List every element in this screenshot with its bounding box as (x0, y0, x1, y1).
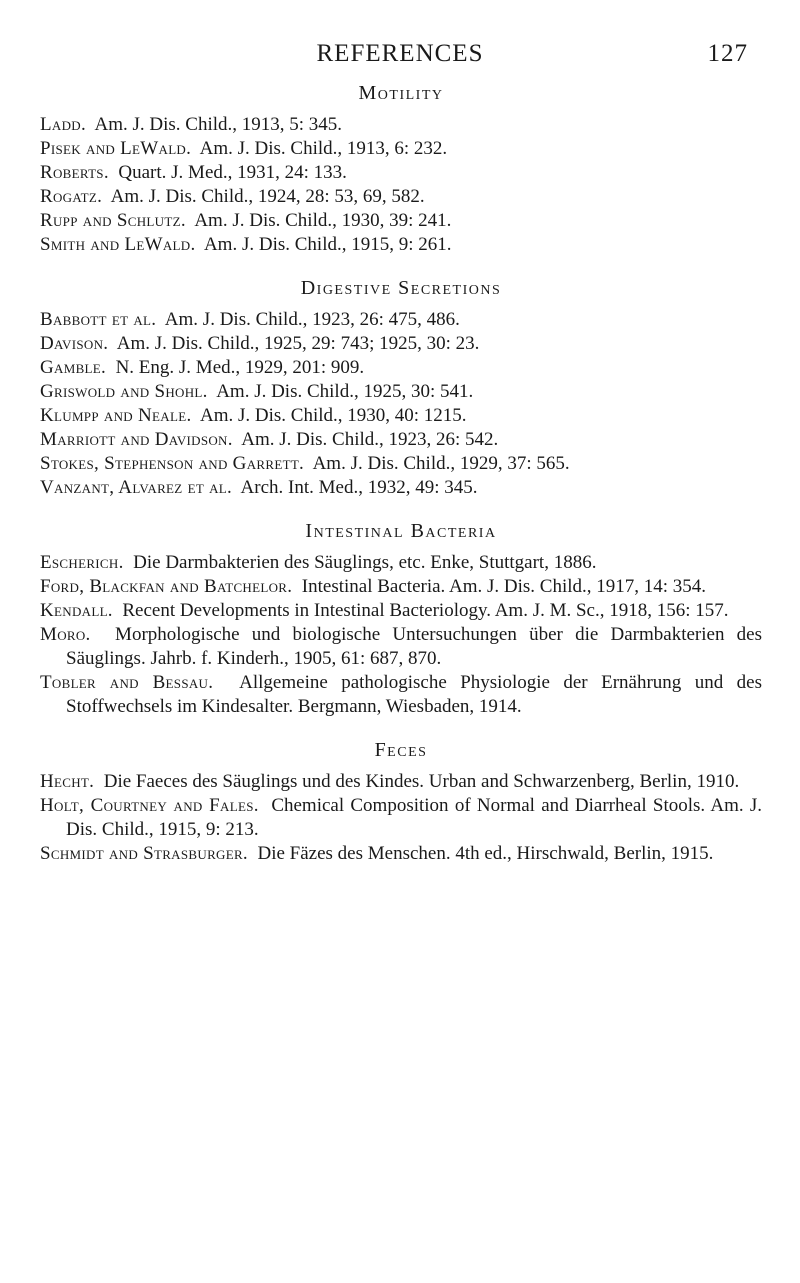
reference-authors: Davison. (40, 333, 109, 354)
reference-entry (40, 452, 762, 476)
reference-authors: Smith and LeWald. (40, 234, 196, 255)
reference-section (40, 737, 762, 866)
reference-citation: Am. J. Dis. Child., 1913, 6: 232. (199, 138, 448, 159)
section-title: Digestive Secretions (300, 277, 502, 299)
reference-authors: Ford, Blackfan and Batchelor. (40, 576, 293, 597)
reference-citation: Am. J. Dis. Child., 1913, 5: 345. (94, 114, 343, 135)
reference-section (40, 80, 762, 257)
reference-entry (40, 599, 762, 623)
reference-authors: Gamble. (40, 357, 107, 378)
reference-citation: Am. J. Dis. Child., 1930, 39: 241. (194, 210, 452, 231)
reference-entry (40, 623, 762, 671)
reference-entry (40, 161, 762, 185)
reference-citation: Am. J. Dis. Child., 1929, 37: 565. (312, 453, 570, 474)
reference-citation: Chemical Composition of Normal and Diarrheal Stools. Am. J. Dis. Child., 1915, 9: 213. (66, 795, 762, 840)
reference-authors: Hecht. (40, 771, 95, 792)
reference-citation: Am. J. Dis. Child., 1923, 26: 542. (241, 429, 499, 450)
reference-entry (40, 380, 762, 404)
reference-entry (40, 233, 762, 257)
reference-entry (40, 356, 762, 380)
reference-entry (40, 308, 762, 332)
running-title: REFERENCES (316, 40, 484, 67)
reference-citation: Am. J. Dis. Child., 1923, 26: 475, 486. (164, 309, 460, 330)
reference-authors: Rogatz. (40, 186, 103, 207)
section-title: Intestinal Bacteria (305, 520, 497, 542)
reference-citation: Arch. Int. Med., 1932, 49: 345. (240, 477, 478, 498)
reference-citation: Am. J. Dis. Child., 1925, 30: 541. (216, 381, 474, 402)
reference-authors: Tobler and Bessau. (40, 672, 214, 693)
reference-entry (40, 185, 762, 209)
references-content (40, 80, 762, 866)
reference-entry (40, 551, 762, 575)
reference-entry (40, 575, 762, 599)
reference-citation: Allgemeine pathologische Physiologie der Ernährung und des Stoffwechsels im Kindesalter. Bergmann, Wiesbaden, 1914. (66, 672, 762, 717)
reference-authors: Kendall. (40, 600, 113, 621)
page-number: 127 (707, 40, 748, 67)
reference-citation: Morphologische und biologische Untersuchungen über die Darmbakterien des Säuglings. Jahrb. f. Kinderh., 1905, 61: 687, 870. (66, 624, 763, 669)
reference-section (40, 275, 762, 500)
reference-citation: Quart. J. Med., 1931, 24: 133. (118, 162, 347, 183)
reference-authors: Babbott et al. (40, 309, 157, 330)
reference-entry (40, 794, 762, 842)
reference-authors: Escherich. (40, 552, 124, 573)
reference-authors: Marriott and Davidson. (40, 429, 233, 450)
reference-authors: Moro. (40, 624, 91, 645)
reference-entry (40, 428, 762, 452)
reference-citation: Die Fäzes des Menschen. 4th ed., Hirschwald, Berlin, 1915. (257, 843, 714, 864)
reference-authors: Stokes, Stephenson and Garrett. (40, 453, 305, 474)
reference-entry (40, 476, 762, 500)
reference-citation: Am. J. Dis. Child., 1925, 29: 743; 1925, 30: 23. (116, 333, 480, 354)
section-title: Feces (374, 739, 428, 761)
section-title: Motility (358, 82, 444, 104)
reference-authors: Schmidt and Strasburger. (40, 843, 248, 864)
reference-entry (40, 770, 762, 794)
reference-authors: Roberts. (40, 162, 109, 183)
reference-entry (40, 209, 762, 233)
reference-section (40, 518, 762, 719)
reference-citation: Die Faeces des Säuglings und des Kindes. Urban and Schwarzenberg, Berlin, 1910. (103, 771, 740, 792)
reference-entry (40, 332, 762, 356)
page-header (0, 40, 800, 76)
reference-authors: Holt, Courtney and Fales. (40, 795, 259, 816)
reference-authors: Griswold and Shohl. (40, 381, 208, 402)
reference-authors: Vanzant, Alvarez et al. (40, 477, 233, 498)
reference-citation: Am. J. Dis. Child., 1915, 9: 261. (203, 234, 452, 255)
reference-entry (40, 671, 762, 719)
reference-citation: Recent Developments in Intestinal Bacteriology. Am. J. M. Sc., 1918, 156: 157. (122, 600, 729, 621)
reference-authors: Rupp and Schlutz. (40, 210, 186, 231)
reference-citation: Intestinal Bacteria. Am. J. Dis. Child., 1917, 14: 354. (301, 576, 707, 597)
reference-authors: Pisek and LeWald. (40, 138, 192, 159)
reference-authors: Klumpp and Neale. (40, 405, 192, 426)
reference-entry (40, 113, 762, 137)
reference-authors: Ladd. (40, 114, 87, 135)
reference-citation: N. Eng. J. Med., 1929, 201: 909. (115, 357, 365, 378)
reference-citation: Am. J. Dis. Child., 1924, 28: 53, 69, 582. (110, 186, 425, 207)
reference-entry (40, 137, 762, 161)
reference-entry (40, 842, 762, 866)
reference-entry (40, 404, 762, 428)
reference-citation: Die Darmbakterien des Säuglings, etc. Enke, Stuttgart, 1886. (133, 552, 597, 573)
reference-citation: Am. J. Dis. Child., 1930, 40: 1215. (199, 405, 467, 426)
